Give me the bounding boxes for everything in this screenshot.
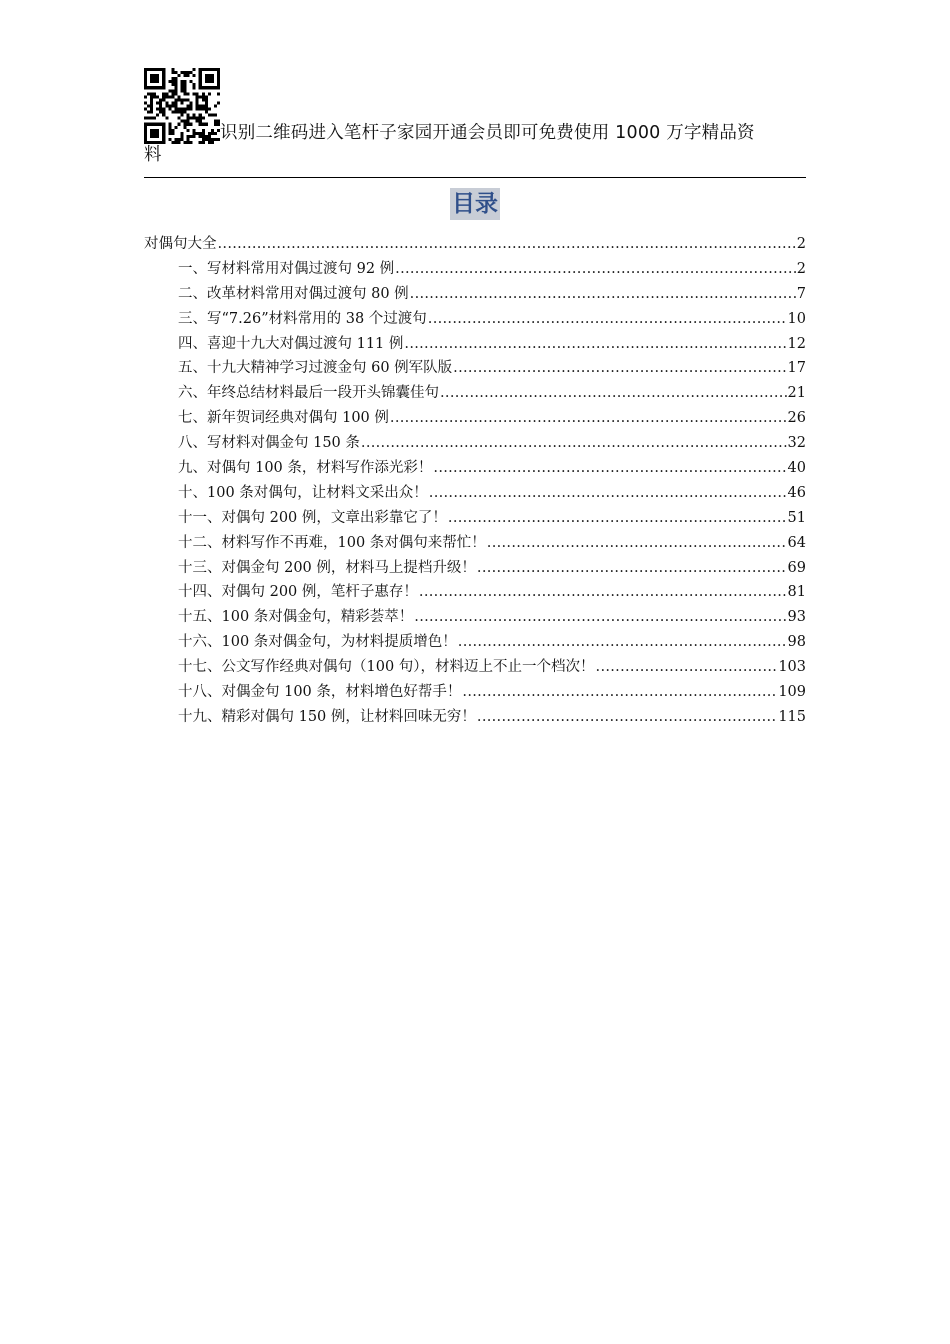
toc-entry[interactable]	[144, 431, 806, 456]
toc-entry-title: 六、年终总结材料最后一段开头锦囊佳句	[178, 385, 439, 402]
toc-entry-title: 三、写“7.26”材料常用的 38 个过渡句	[178, 310, 427, 327]
toc-entry-title: 五、十九大精神学习过渡金句 60 例军队版	[178, 360, 453, 377]
toc-leader-dots	[428, 307, 787, 332]
toc-entry[interactable]	[144, 282, 806, 307]
toc-entry-title: 八、写材料对偶金句 150 条	[178, 435, 360, 452]
toc-leader-dots	[414, 605, 786, 630]
toc-entry-title: 十六、100 条对偶金句，为材料提质增色！	[178, 634, 457, 651]
header-notice-line2: 料	[144, 145, 162, 165]
toc-entry[interactable]	[144, 257, 806, 282]
toc-entry-title: 十七、公文写作经典对偶句（100 句），材料迈上不止一个档次！	[178, 659, 595, 676]
toc-entry[interactable]	[144, 680, 806, 705]
toc-entry-page: 115	[778, 708, 806, 725]
toc-leader-dots	[361, 431, 787, 456]
toc-entry-title: 十五、100 条对偶金句，精彩荟萃！	[178, 609, 414, 626]
header-notice-line1	[144, 68, 806, 144]
toc-title-text: 目录	[450, 188, 500, 220]
toc-leader-dots	[477, 556, 787, 581]
toc-entry-page: 40	[787, 460, 806, 477]
toc-entry[interactable]	[144, 556, 806, 581]
toc-entry[interactable]	[144, 531, 806, 556]
page-header	[144, 68, 806, 166]
toc-leader-dots	[440, 381, 787, 406]
toc-leader-dots	[419, 580, 787, 605]
toc-entry-page: 98	[787, 634, 806, 651]
toc-leader-dots	[477, 705, 777, 730]
toc-entry-page: 32	[787, 435, 806, 452]
header-divider	[144, 177, 806, 178]
toc-entry-title: 十九、精彩对偶句 150 例，让材料回味无穷！	[178, 708, 476, 725]
toc-leader-dots	[458, 630, 787, 655]
toc-entry-page: 69	[787, 559, 806, 576]
toc-entry[interactable]	[144, 356, 806, 381]
toc-entry-page: 2	[796, 236, 806, 252]
toc-leader-dots	[596, 655, 778, 680]
toc-entry-title: 七、新年贺词经典对偶句 100 例	[178, 410, 389, 427]
toc-entry[interactable]	[144, 705, 806, 730]
toc-list	[144, 232, 806, 730]
toc-entry-page: 7	[796, 285, 806, 302]
toc-entry-title: 九、对偶句 100 条，材料写作添光彩！	[178, 460, 433, 477]
toc-entry-page: 46	[787, 484, 806, 501]
toc-entry[interactable]	[144, 605, 806, 630]
toc-leader-dots	[433, 456, 786, 481]
toc-entry[interactable]	[144, 580, 806, 605]
toc-leader-dots	[395, 257, 796, 282]
toc-entry-page: 12	[787, 335, 806, 352]
toc-entry[interactable]	[144, 655, 806, 680]
toc-entry-page: 26	[787, 410, 806, 427]
toc-entry-title: 十八、对偶金句 100 条，材料增色好帮手！	[178, 684, 462, 701]
toc-entry-page: 17	[787, 360, 806, 377]
toc-entry-title: 十四、对偶句 200 例，笔杆子惠存！	[178, 584, 418, 601]
toc-entry-page: 2	[796, 260, 806, 277]
toc-entry-page: 51	[787, 509, 806, 526]
toc-entry[interactable]	[144, 381, 806, 406]
toc-entry-title: 对偶句大全	[144, 236, 217, 252]
toc-entry-page: 64	[787, 534, 806, 551]
toc-entry-page: 21	[787, 385, 806, 402]
toc-leader-dots	[404, 332, 786, 357]
toc-entry-title: 十一、对偶句 200 例，文章出彩靠它了！	[178, 509, 447, 526]
toc-leader-dots	[462, 680, 777, 705]
toc-entry-page: 10	[787, 310, 806, 327]
toc-leader-dots	[487, 531, 787, 556]
toc-entry[interactable]	[144, 506, 806, 531]
toc-leader-dots	[429, 481, 787, 506]
toc-entry-title: 四、喜迎十九大对偶过渡句 111 例	[178, 335, 404, 352]
toc-entry-title: 十二、材料写作不再难，100 条对偶句来帮忙！	[178, 534, 486, 551]
toc-entry[interactable]	[144, 481, 806, 506]
toc-entry-page: 81	[787, 584, 806, 601]
toc-entry-page: 93	[787, 609, 806, 626]
toc-entry-page: 103	[778, 659, 806, 676]
toc-leader-dots	[410, 282, 796, 307]
header-notice-text: 识别二维码进入笔杆子家园开通会员即可免费使用 1000 万字精品资	[220, 123, 755, 143]
toc-title	[0, 188, 950, 220]
toc-leader-dots	[390, 406, 787, 431]
toc-entry[interactable]	[144, 232, 806, 257]
qr-code-icon[interactable]	[144, 68, 220, 144]
toc-entry[interactable]	[144, 630, 806, 655]
toc-leader-dots	[448, 506, 787, 531]
toc-entry-page: 109	[778, 684, 806, 701]
toc-entry-title: 二、改革材料常用对偶过渡句 80 例	[178, 285, 409, 302]
toc-entry[interactable]	[144, 332, 806, 357]
toc-entry[interactable]	[144, 307, 806, 332]
toc-entry-title: 十三、对偶金句 200 例，材料马上提档升级！	[178, 559, 476, 576]
toc-entry[interactable]	[144, 456, 806, 481]
toc-leader-dots	[218, 232, 796, 257]
toc-entry-title: 十、100 条对偶句，让材料文采出众！	[178, 484, 428, 501]
toc-entry-title: 一、写材料常用对偶过渡句 92 例	[178, 260, 395, 277]
toc-leader-dots	[453, 356, 786, 381]
toc-entry[interactable]	[144, 406, 806, 431]
